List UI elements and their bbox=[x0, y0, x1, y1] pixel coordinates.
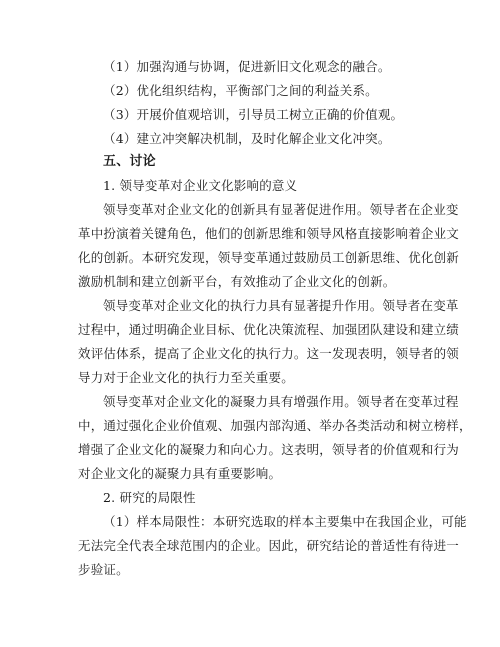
paragraph-4-line-1: （1）样本局限性：本研究选取的样本主要集中在我国企业，可能 bbox=[103, 514, 467, 529]
section-heading: 五、讨论 bbox=[103, 154, 156, 169]
paragraph-3-line-1: 领导变革对企业文化的凝聚力具有增强作用。领导者在变革过程 bbox=[103, 394, 459, 409]
paragraph-2-line-2: 过程中，通过明确企业目标、优化决策流程、加强团队建设和建立绩 bbox=[78, 322, 460, 337]
measure-item-2: （2）优化组织结构，平衡部门之间的利益关系。 bbox=[103, 83, 378, 98]
paragraph-4-line-2: 无法完全代表全球范围内的企业。因此，研究结论的普适性有待进一 bbox=[78, 538, 460, 553]
measure-item-3: （3）开展价值观培训，引导员工树立正确的价值观。 bbox=[103, 107, 404, 122]
subsection-2-title: 2. 研究的局限性 bbox=[103, 490, 196, 505]
paragraph-1-line-1: 领导变革对企业文化的创新具有显著促进作用。领导者在企业变 bbox=[103, 202, 459, 217]
measure-item-4: （4）建立冲突解决机制，及时化解企业文化冲突。 bbox=[103, 131, 391, 146]
paragraph-3-line-2: 中，通过强化企业价值观、加强内部沟通、举办各类活动和树立榜样， bbox=[78, 418, 472, 433]
paragraph-3-line-4: 对企业文化的凝聚力具有重要影响。 bbox=[78, 466, 282, 481]
paragraph-1-line-3: 化的创新。本研究发现，领导变革通过鼓励员工创新思维、优化创新 bbox=[78, 250, 460, 265]
paragraph-2-line-3: 效评估体系，提高了企业文化的执行力。这一发现表明，领导者的领 bbox=[78, 346, 460, 361]
paragraph-1-line-4: 激励机制和建立创新平台，有效推动了企业文化的创新。 bbox=[78, 274, 396, 289]
measure-item-1: （1）加强沟通与协调，促进新旧文化观念的融合。 bbox=[103, 59, 391, 74]
paragraph-4-line-3: 步验证。 bbox=[78, 562, 129, 577]
paragraph-1-line-2: 革中扮演着关键角色，他们的创新思维和领导风格直接影响着企业文 bbox=[78, 226, 460, 241]
paragraph-2-line-1: 领导变革对企业文化的执行力具有显著提升作用。领导者在变革 bbox=[103, 298, 459, 313]
subsection-1-title: 1. 领导变革对企业文化影响的意义 bbox=[103, 178, 298, 193]
paragraph-3-line-3: 增强了企业文化的凝聚力和向心力。这表明，领导者的价值观和行为 bbox=[78, 442, 460, 457]
paragraph-2-line-4: 导力对于企业文化的执行力至关重要。 bbox=[78, 370, 294, 385]
